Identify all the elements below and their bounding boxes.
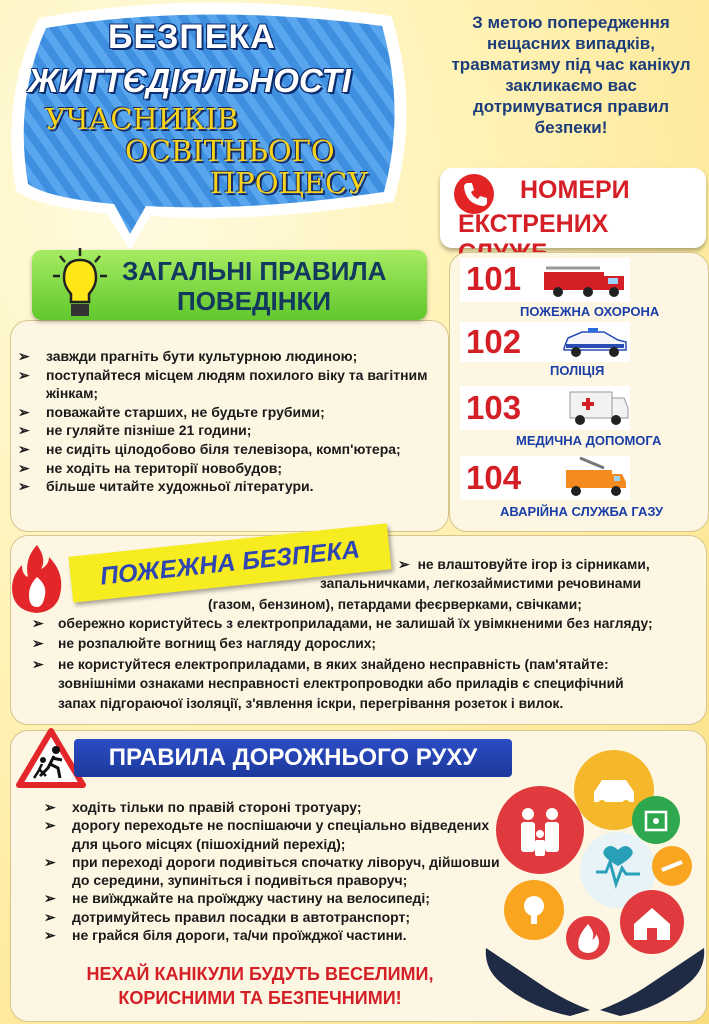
ambulance-icon: [566, 384, 630, 428]
label-104: АВАРІЙНА СЛУЖБА ГАЗУ: [500, 504, 664, 519]
number-101: 101: [466, 260, 522, 297]
label-102: ПОЛІЦІЯ: [550, 363, 605, 378]
list-item: ➢ поважайте старших, не будьте грубими;: [18, 403, 446, 422]
list-item: ➢ більше читайте художньої літератури.: [18, 477, 446, 496]
label-101: ПОЖЕЖНА ОХОРОНА: [520, 304, 660, 319]
fire-rule-2: ➢ обережно користуйтесь з електроприладами, не залишай їх увімкненими без нагляду;: [32, 616, 653, 631]
number-103: 103: [466, 389, 522, 426]
general-heading-2: ПОВЕДІНКИ: [177, 286, 332, 316]
list-item: ➢ дорогу переходьте не поспішаючи у спеціально відведених для цього місцях (пішохідний перехід);: [44, 816, 504, 853]
fire-safety-heading: ПОЖЕЖНА БЕЗПЕКА: [98, 535, 362, 591]
title-line-5: ПРОЦЕСУ: [210, 166, 369, 200]
fire-rule-3: ➢ не розпалюйте вогнищ без нагляду дорослих;: [32, 636, 377, 651]
road-rules-list: [44, 798, 504, 944]
label-103: МЕДИЧНА ДОПОМОГА: [516, 433, 662, 448]
intro-text: З метою попередження нещасних випадків, травматизму під час канікул закликаємо вас дотримуватися правил безпеки!: [451, 13, 691, 137]
list-item: ➢ ходіть тільки по правій стороні тротуару;: [44, 798, 504, 816]
list-item: ➢ не грайся біля дороги, та/чи проїжджої частини.: [44, 926, 504, 944]
phone-icon: [454, 174, 494, 214]
list-item: ➢ не виїжджайте на проїжджу частину на велосипеді;: [44, 889, 504, 907]
road-rules-header: [74, 739, 512, 777]
closing-line-2: КОРИСНИМИ ТА БЕЗПЕЧНИМИ!: [118, 988, 402, 1008]
fire-icon: [10, 543, 64, 615]
list-item: ➢ не ходіть на території новобудов;: [18, 459, 446, 478]
emergency-heading-2: ЕКСТРЕНИХ: [458, 210, 609, 238]
closing-message: [40, 962, 480, 1010]
list-item: ➢ при переході дороги подивіться спочатку ліворуч, дійшовши до середини, зупиніться і подивіться праворуч;: [44, 853, 504, 890]
list-item: ➢ поступайтеся місцем людям похилого віку та вагітним жінкам;: [18, 366, 446, 403]
title-line-2: ЖИТТЄДІЯЛЬНОСТІ: [28, 62, 351, 99]
fire-rule-1-line-3: (газом, бензином), петардами феєрверками, свічками;: [208, 597, 582, 612]
list-item: ➢ не гуляйте пізніше 21 години;: [18, 421, 446, 440]
title-line-3: УЧАСНИКІВ: [45, 102, 239, 136]
emergency-heading-1: НОМЕРИ: [520, 176, 630, 204]
fire-rule-1-line-1: ➢ не влаштовуйте ігор із сірниками,: [398, 557, 650, 572]
emergency-header: [440, 168, 706, 248]
lightbulb-icon: [52, 246, 108, 322]
title-line-4: ОСВІТНЬОГО: [125, 134, 335, 168]
list-item: ➢ завжди прагніть бути культурною людиною;: [18, 347, 446, 366]
fire-rule-4-line-2: зовнішніми ознаками несправності електропроводки або приладів є специфічний: [58, 676, 624, 691]
police-car-icon: [560, 322, 630, 360]
gas-truck-icon: [560, 454, 630, 500]
closing-line-1: НЕХАЙ КАНІКУЛИ БУДУТЬ ВЕСЕЛИМИ,: [86, 964, 434, 984]
list-item: ➢ дотримуйтесь правил посадки в автотранспорт;: [44, 908, 504, 926]
list-item: ➢ не сидіть цілодобово біля телевізора, комп'ютера;: [18, 440, 446, 459]
hands-safety-icon: [484, 742, 706, 1018]
fire-truck-icon: [540, 260, 630, 300]
general-heading-1: ЗАГАЛЬНІ ПРАВИЛА: [122, 256, 387, 286]
fire-rule-4-line-1: ➢ не користуйтеся електроприладами, в яких знайдено несправність (пам'ятайте:: [32, 657, 609, 672]
fire-rule-4-line-3: запах підгораючої ізоляції, з'явлення іскри, перегрівання розеток і вилок.: [58, 696, 564, 711]
title-line-1: БЕЗПЕКА: [108, 18, 276, 56]
road-rules-heading: ПРАВИЛА ДОРОЖНЬОГО РУХУ: [108, 744, 478, 771]
general-rules-list: [18, 347, 446, 496]
number-104: 104: [466, 459, 522, 496]
fire-rule-1-line-2: запальничками, легкозаймистими речовинами: [320, 576, 642, 591]
number-102: 102: [466, 323, 522, 360]
